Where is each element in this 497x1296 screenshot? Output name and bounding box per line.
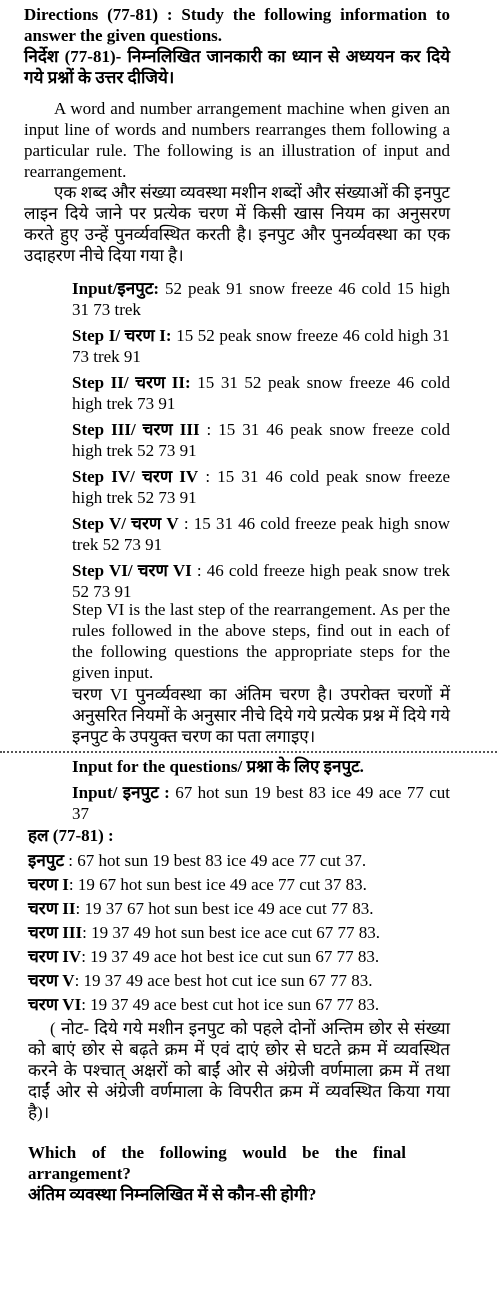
solution-line-3 (28, 922, 468, 943)
example-step-2-value: 15 31 52 peak snow freeze 46 cold high trek 73 91 (72, 373, 450, 413)
solution-line-5-label: चरण V (28, 971, 75, 990)
example-step-6 (72, 560, 450, 602)
example-step-6-value: : 46 cold freeze high peak snow trek 52 73 91 (72, 561, 450, 601)
solution-heading: हल (77-81) : (28, 826, 114, 845)
example-step-2-label: Step II/ चरण II: (72, 373, 191, 392)
solution-line-1 (28, 874, 468, 895)
solution-line-3-label: चरण III (28, 923, 83, 942)
solution-line-2 (28, 898, 468, 919)
example-step-1 (72, 325, 450, 367)
solution-line-5-value: : 19 37 49 ace best hot cut ice sun 67 77 83. (74, 971, 373, 990)
directions-en: Directions (77-81) : Study the following information to answer the given questions. (24, 5, 450, 45)
example-step-4 (72, 466, 450, 508)
input-heading: Input for the questions/ प्रश्ना के लिए इनपुट. (72, 757, 364, 776)
solution-line-2-label: चरण II (28, 899, 76, 918)
section-divider (0, 751, 497, 753)
intro-hi: एक शब्द और संख्या व्यवस्था मशीन शब्दों और संख्याओं की इनपुट लाइन दिये जाने पर प्रत्येक चरण में किसी खास नियम का अनुसरण करते हुए उन्हें पुनर्व्यवस्थित करती है। इनपुट और पुनर्व्यवस्था का एक उदाहरण नीचे दिया गया है। (24, 183, 450, 265)
question-input (72, 782, 450, 824)
solution-line-1-label: चरण I (28, 875, 69, 894)
example-input-value: 52 peak 91 snow freeze 46 cold 15 high 31 73 trek (72, 279, 450, 319)
solution-line-6-value: : 19 37 49 ace best cut hot ice sun 67 77 83. (81, 995, 380, 1014)
question-input-label: Input/ इनपुट : (72, 783, 170, 802)
example-input (72, 278, 450, 320)
solution-line-2-value: : 19 37 67 hot sun best ice 49 ace cut 77 83. (75, 899, 374, 918)
solution-note: ( नोट- दिये गये मशीन इनपुट को पहले दोनों अन्तिम छोर से संख्या को बाएं छोर से बढ़ते क्रम में एवं दाएं छोर से घटते क्रम में व्यवस्थित करने के पश्चात् अक्षरों को बाईं ओर से अंग्रेजी वर्णमाला क्रम में तथा दाईं ओर से अंग्रेजी वर्णमाला के विपरीत क्रम में व्यवस्थित किया गया है)। (28, 1019, 450, 1122)
solution-line-1-value: : 19 67 hot sun best ice 49 ace 77 cut 37 83. (68, 875, 367, 894)
solution-line-3-value: : 19 37 49 hot sun best ice ace cut 67 77 83. (82, 923, 381, 942)
solution-line-4-label: चरण IV (28, 947, 82, 966)
solution-line-input-value: : 67 hot sun 19 best 83 ice 49 ace 77 cut 37. (64, 851, 367, 870)
example-step-2 (72, 372, 450, 414)
solution-line-input-label: इनपुट (28, 851, 65, 870)
example-step-6-label: Step VI/ चरण VI (72, 561, 192, 580)
example-step-4-label: Step IV/ चरण IV (72, 467, 199, 486)
rule-hi: चरण VI पुनर्व्यवस्था का अंतिम चरण है। उपरोक्त चरणों में अनुसरित नियमों के अनुसार नीचे दिये गये प्रत्येक प्रश्न में दिये गये इनपुट के उपयुक्त चरण का पता लगाइए। (72, 685, 450, 746)
example-step-3-label: Step III/ चरण III (72, 420, 200, 439)
solution-line-4 (28, 946, 468, 967)
question-en: Which of the following would be the final arrangement? (28, 1143, 406, 1183)
example-input-label: Input/इनपुट: (72, 279, 160, 298)
example-step-4-value: : 15 31 46 cold peak snow freeze high trek 52 73 91 (72, 467, 450, 507)
example-step-3-value: : 15 31 46 peak snow freeze cold high trek 52 73 91 (72, 420, 450, 460)
question-hi: अंतिम व्यवस्था निम्नलिखित में से कौन-सी होगी? (28, 1185, 317, 1204)
example-step-5-label: Step V/ चरण V (72, 514, 179, 533)
example-step-3 (72, 419, 450, 461)
example-step-1-value: 15 52 peak snow freeze 46 cold high 31 73 trek 91 (72, 326, 450, 366)
example-step-1-label: Step I/ चरण I: (72, 326, 172, 345)
solution-line-6 (28, 994, 468, 1015)
example-step-5-value: : 15 31 46 cold freeze peak high snow trek 52 73 91 (72, 514, 451, 554)
solution-line-6-label: चरण VI (28, 995, 82, 1014)
rule-en: Step VI is the last step of the rearrangement. As per the rules followed in the above steps, find out in each of the following questions the appropriate steps for the given input. (72, 600, 450, 682)
solution-line-input (28, 850, 468, 871)
intro-en: A word and number arrangement machine when given an input line of words and numbers rearranges them following a particular rule. The following is an illustration of input and rearrangement. (24, 99, 450, 181)
example-step-5 (72, 513, 450, 555)
directions-hi: निर्देश (77-81)- निम्नलिखित जानकारी का ध्यान से अध्ययन कर दिये गये प्रश्नों के उत्तर दीजिये। (24, 47, 450, 87)
solution-line-4-value: : 19 37 49 ace hot best ice cut sun 67 77 83. (81, 947, 380, 966)
question-input-value: 67 hot sun 19 best 83 ice 49 ace 77 cut 37 (72, 783, 450, 823)
solution-line-5 (28, 970, 468, 991)
